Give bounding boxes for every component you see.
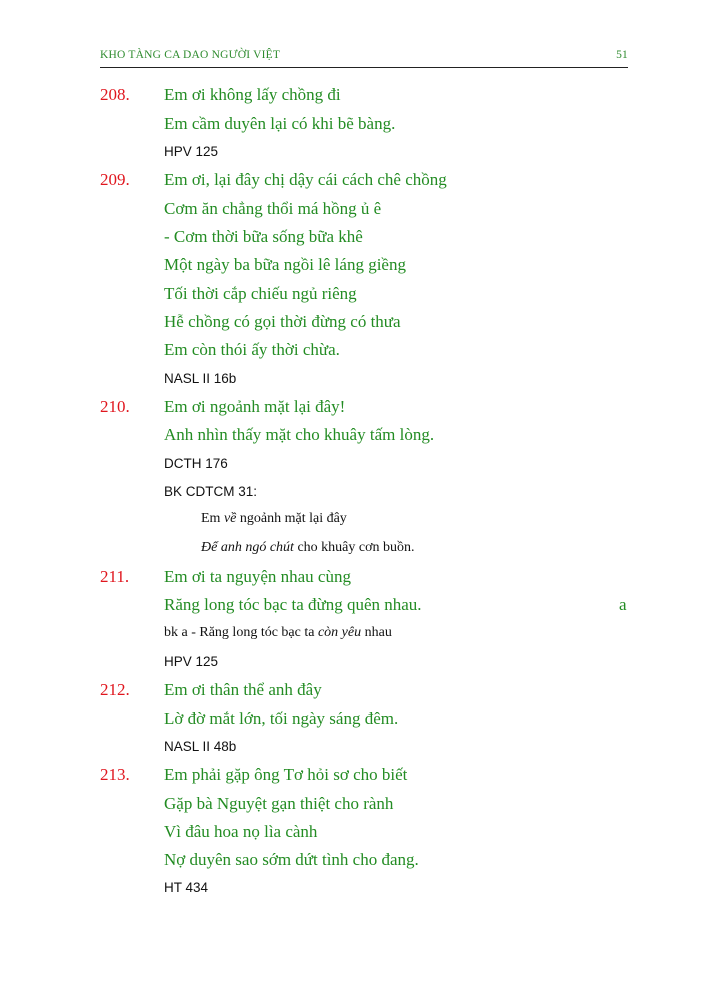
entry-number: 211. <box>100 567 130 586</box>
source-ref: NASL II 48b <box>164 739 237 754</box>
verse-line: Răng long tóc bạc ta đừng quên nhau. <box>164 595 422 614</box>
verse-line: - Cơm thời bữa sống bữa khê <box>164 227 363 246</box>
entry-number: 209. <box>100 170 130 189</box>
variant-marker: a <box>619 595 627 614</box>
entry-number: 213. <box>100 765 130 784</box>
verse-line: Gặp bà Nguyệt gạn thiệt cho rành <box>164 794 394 813</box>
verse-line: Cơm ăn chẳng thổi má hồng ủ ê <box>164 199 382 218</box>
verse-line: Em cầm duyên lại có khi bẽ bàng. <box>164 114 396 133</box>
verse-line: Hễ chồng có gọi thời đừng có thưa <box>164 312 401 331</box>
source-ref: NASL II 16b <box>164 371 237 386</box>
entry-number: 208. <box>100 85 130 104</box>
verse-line: Một ngày ba bữa ngồi lê láng giềng <box>164 255 406 274</box>
entry-number: 210. <box>100 397 130 416</box>
variant-line: Để anh ngó chút cho khuây cơn buồn. <box>201 540 415 555</box>
verse-line: Em ơi ta nguyện nhau cùng <box>164 567 351 586</box>
verse-line: Em phải gặp ông Tơ hỏi sơ cho biết <box>164 765 408 784</box>
verse-line: Vì đâu hoa nọ lìa cành <box>164 822 318 841</box>
running-header <box>100 49 628 68</box>
verse-line: Em ơi không lấy chồng đi <box>164 85 341 104</box>
verse-line: Em ơi, lại đây chị dậy cái cách chê chồng <box>164 170 447 189</box>
verse-line: Em ơi ngoảnh mặt lại đây! <box>164 397 346 416</box>
book-title: KHO TÀNG CA DAO NGƯỜI VIỆT <box>100 49 281 61</box>
variant-note: bk a - Răng long tóc bạc ta còn yêu nhau <box>164 625 392 640</box>
verse-line: Em ơi thân thể anh đây <box>164 680 322 699</box>
verse-line: Nợ duyên sao sớm dứt tình cho đang. <box>164 850 419 869</box>
page-number: 51 <box>616 49 628 61</box>
source-ref: HT 434 <box>164 880 209 895</box>
verse-line: Anh nhìn thấy mặt cho khuây tấm lòng. <box>164 425 435 444</box>
verse-line: Lờ đờ mắt lớn, tối ngày sáng đêm. <box>164 709 399 728</box>
source-ref: DCTH 176 <box>164 456 228 471</box>
variant-line: Em về ngoảnh mặt lại đây <box>201 511 347 526</box>
verse-line: Tối thời cắp chiếu ngủ riêng <box>164 284 357 303</box>
verse-line: Em còn thói ấy thời chừa. <box>164 340 340 359</box>
entry-number: 212. <box>100 680 130 699</box>
source-ref: HPV 125 <box>164 654 219 669</box>
source-ref: BK CDTCM 31: <box>164 484 258 499</box>
source-ref: HPV 125 <box>164 144 219 159</box>
